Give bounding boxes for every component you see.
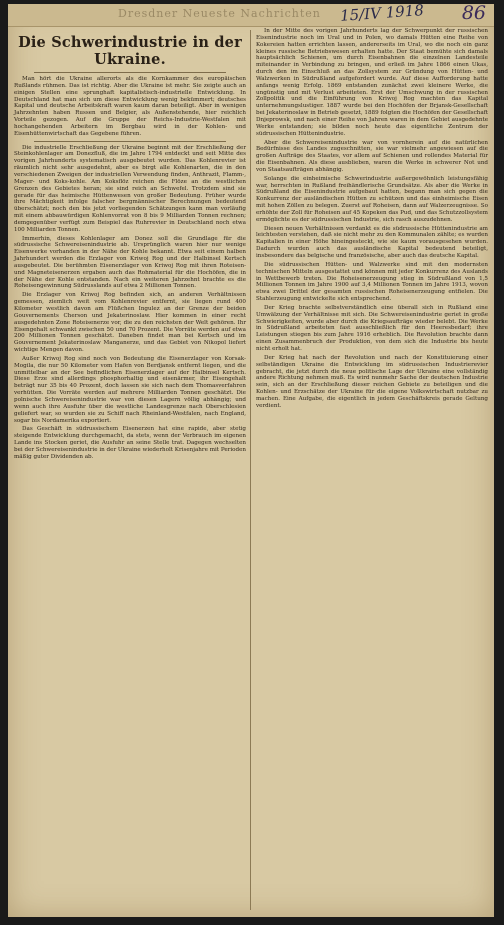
masthead-text: Dresdner Neueste Nachrichten [118,7,321,20]
page-number: 86 [461,2,486,24]
paragraph: Immerhin, dieses Kohlenlager am Donez soll die Grundlage für die südrussische Schwereisenindustrie ab. Ursprünglich waren hier nur wenige Eisenwerke vorhanden in der Nähe der Kohle bekannt. Etwa seit einem halben Jahrhundert werden die Erzlager von Kriwoj Rog und der Halbinsel Kertsch ausgebeutet. Die berühmten Eisenerzlager von Kriwoj Rog mit ihren Roteisen- und Magneteisenerzen ergaben auch das Rohmaterial für die Hochöfen, die in der Nähe der Kohle entstanden. Nach ein weiteren Jahrzehnt brachte es die Roheisengewinnung Südrusslands auf etwa 2 Millionen Tonnen. [14,235,246,290]
handwritten-date: 15/IV 1918 [339,1,425,25]
paragraph: Der Krieg hat nach der Revolution und nach der Konstituierung einer selbständigen Ukraine die Entwicklung im südrussischen Industrierevier gebracht, die jetzt durch die neue politische Lage der Ukraine eine vollständig andere Richtung nehmen muß. Es wird nunmehr Sache der deutschen Industrie sein, sich an der Erschließung dieser reichen Gebiete zu beteiligen und die Kohlen- und Erzschätze der Ukraine für die eigene Volkswirtschaft nutzbar zu machen. Eine Aufgabe, die eigentlich in jedem Geschäftskreis gerade Geltung verdient. [256,354,488,409]
paragraph: Die industrielle Erschließung der Ukraine beginnt mit der Erschließung der Steinkohlenlager am Donezfluß, die im Jahre 1794 entdeckt und seit Mitte des vorigen Jahrhunderts systematisch ausgebeutet wurden. Das Kohlenrevier ist räumlich nicht sehr ausgedehnt, aber es birgt alle Kohlenarten, die in den verschiedenen Zweigen der industriellen Verwendung finden, Anthrazit, Flamm-, Mager- und Koks-kohle. Am Koksflöz reichen die Flöze an die westlichen Grenzen des Gebietes heran; sie sind reich an Schwefel. Trotzdem sind sie gerade für das heimische Hüttenwesen von großer Bedeutung. Früher wurde ihre Mächtigkeit infolge falscher bergmännischer Berechnungen bedeutend überschätzt; noch den bis jetzt vorliegenden Schätzungen kann man vorläufig mit einem abbauwürdigen Kohlenvorrat von 8 bis 9 Milliarden Tonnen rechnen; demgegenüber verfügt zum Beispiel das Ruhrrevier in Deutschland noch etwa 100 Milliarden Tonnen. [14,144,246,233]
paragraph: Die Erzlager von Kriwoj Rog befinden sich, an anderen Verhältnissen gemessen, ziemlich weit vom Kohlenrevier entfernt, sie liegen rund 400 Kilometer westlich davon am Flüßchen Ingulez an der Grenze der beiden Gouvernements Cherson und Jekaterinoslaw. Hier kommen in einer recht ausgedehnten Zone Roteisenerze vor, die zu den reichsten der Welt gehören. Ihr Eisengehalt schwankt zwischen 50 und 70 Prozent. Die Vorräte werden auf etwa 200 Millionen Tonnen geschätzt. Daneben findet man bei Kertsch und im Gouvernement Jekaterinoslaw Manganerze, und das Gebiet von Nikopol liefert wichtige Mengen davon. [14,292,246,354]
paragraph: Man hört die Ukraine allerorts als die Kornkammer des europäischen Rußlands rühmen. Das ist richtig. Aber die Ukraine ist mehr. Sie zeigte auch an einigen Stellen eine sprunghaft kapitalistisch-industrielle Entwicklung. In Deutschland hat man sich um diese Entwicklung wenig bekümmert; deutsches Kapital und deutsche Arbeitskraft waren kaum daran beteiligt. Aber in wenigen Jahrzehnten haben Russen und Belgier, als Außenstehende, hier reichlich Vorteile gezogen. Auf die Gruppe der Reichs-Industrie-Westfalen mit hochangehenden Arbeitern im Bergbau wird in der Kohlen- und Eisenhüttenwirtschaft das Gegebene führen. [14,76,246,137]
title-rule [34,72,226,73]
paragraph: Diesen neuen Verhältnissen verdankt es die südrussische Hüttenindustrie am leichtesten verstehen, daß sie nicht mehr zu den Kommunalen zählte; es wurden Kapitalien in einer Höhe hineingesteckt, wie sie kaum vorausgesehen wurden. Dadurch wurden auch das ausländische Kapital bedeutend beteiligt, insbesondere das belgische und französische, aber auch das deutsche Kapital. [256,225,488,259]
paragraph: Außer Kriwoj Rog sind noch von Bedeutung die Eisenerzlager von Korsak-Mogila, die nur 50 Kilometer vom Hafen von Berdjansk entfernt liegen, und die unmittelbar an der See befindlichen Eisenerzlager auf der Halbinsel Kertsch. Diese Erze sind allerdings phosphorhaltig und eisenärmer, ihr Eisengehalt beträgt nur 35 bis 40 Prozent, doch lassen sie sich nach dem Thomasverfahren verhütten. Die Vorräte werden auf mehrere Milliarden Tonnen geschätzt. Die polnische Schwereisenindustrie war von diesen Lagern völlig abhängig; und wenn auch ihre Ausfuhr über die westliche Landesgrenze nach Oberschlesien geliefert war, so wurden sie zu Schiff nach Rheinland-Westfalen, nach England, sogar bis Nordamerika exportiert. [14,355,246,424]
paragraph: Das Geschäft in südrussischem Eisenerzen hat eine rapide, aber stetig steigende Entwicklung durchgemacht, da stets, wenn der Verbrauch im eigenen Lande ins Stocken geriet, die Ausfuhr an seine Stelle trat. Dagegen wechselten bei der Schwereisenindustrie in der Ukraine wiederholt Krisenjahre mit Perioden mäßig guter Dividenden ab. [14,426,246,460]
article-column-left [14,28,246,463]
paragraph: Aber die Schwereisenindustrie war von vornherein auf die natürlichen Bedürfnisse des Landes zugeschnitten, sie war vielmehr angewiesen auf die großen Aufträge des Staates, vor allem auf Schienen und rollendes Material für die Eisenbahnen. Als diese ausblieben, waren die Werke in schwerer Not und von Staatsaufträgen abhängig. [256,139,488,173]
article-column-right [256,28,488,412]
paragraph: In der Mitte des vorigen Jahrhunderts lag der Schwerpunkt der russischen Eisenindustrie noch im Ural und in Polen, wo damals Hütten eine Reihe von Kokereien hatten errichten lassen, andererseits im Ural, wo die noch ein ganz kleines russische Betriebswesen erhalten hatte. Der Staat bemühte sich damals hauptsächlich Schienen, um durch Eisenbahnen die einzelnen Landesteile miteinander in Verbindung zu bringen, und erließ im Jahre 1866 einen Ukas, durch den im Einschluß an das Zollsystem zur Gründung von Hütten- und Walzwerken in Südrußland aufgefordert wurde. Auf diese Aufforderung hatte anfangs wenig Erfolg. 1869 entstanden zunächst zwei kleinere Werke, die ungünstig und mit Verlust arbeiteten. Erst der Umschwung in der russischen Zollpolitik und die Einführung von Kriwoj Rog machten das Kapital unternehmungslustiger. 1887 wurde bei den Hochöfen der Brjansk-Gesellschaft bei Jekaterinoslaw in Betrieb gesetzt, 1889 folgten die Hochöfen der Gesellschaft Dnjeprowsk, und nach einer Reihe von Jahren waren in dem Gebiet ausgedehnte Werke entstanden; sie bilden noch heute das eigentliche Zentrum der südrussischen Hüttenindustrie. [256,28,488,137]
article-title: Die Schwerindustrie in der Ukraine. [18,34,242,68]
paragraph: Der Krieg brachte selbstverständlich eine überall sich in Rußland eine Umwälzung der Verhältnisse mit sich. Die Schwereisenindustrie geriet in große Schwierigkeiten, wurde aber durch die Kriegsaufträge wieder belebt. Die Werke in Südrußland arbeiteten fast ausschließlich für den Heeresbedarf; ihre Leistungen stiegen bis zum Jahre 1916 erheblich. Die Revolution brachte dann einen Zusammenbruch der Produktion, von dem sich die Industrie bis heute nicht erholt hat. [256,304,488,352]
column-divider [250,30,251,910]
section-rule [34,141,226,142]
newspaper-clipping [8,1,494,917]
paragraph: Solange die einheimische Schwerindustrie außergewöhnlich leistungsfähig war, herrschten in Rußland freihändlerische Grundsätze. Als aber die Werke in Südrußland die Eisenindustrie aufgebaut hatten, begann man sich gegen die Konkurrenz der ausländischen Hütten zu schützen und das einheimische Eisen mit hohen Zöllen zu belegen. Zuerst auf Roheisen, dann auf Walzerzeugnisse. So erhöhte der Zoll für Roheisen auf 45 Kopeken das Pud, und das Schutzzollsystem ermöglichte es der südrussischen Industrie, sich rasch auszudehnen. [256,175,488,223]
paragraph: Die südrussischen Hütten- und Walzwerke sind mit den modernsten technischen Mitteln ausgestattet und können mit jeder Konkurrenz des Auslands in Wettbewerb treten. Die Roheisenerzeugung stieg in Südrußland von 1,5 Millionen Tonnen im Jahre 1900 auf 3,4 Millionen Tonnen im Jahre 1913, wovon etwa zwei Drittel der gesamten russischen Roheisenerzeugung entfielen. Die Stahlerzeugung entwickelte sich entsprechend. [256,261,488,303]
